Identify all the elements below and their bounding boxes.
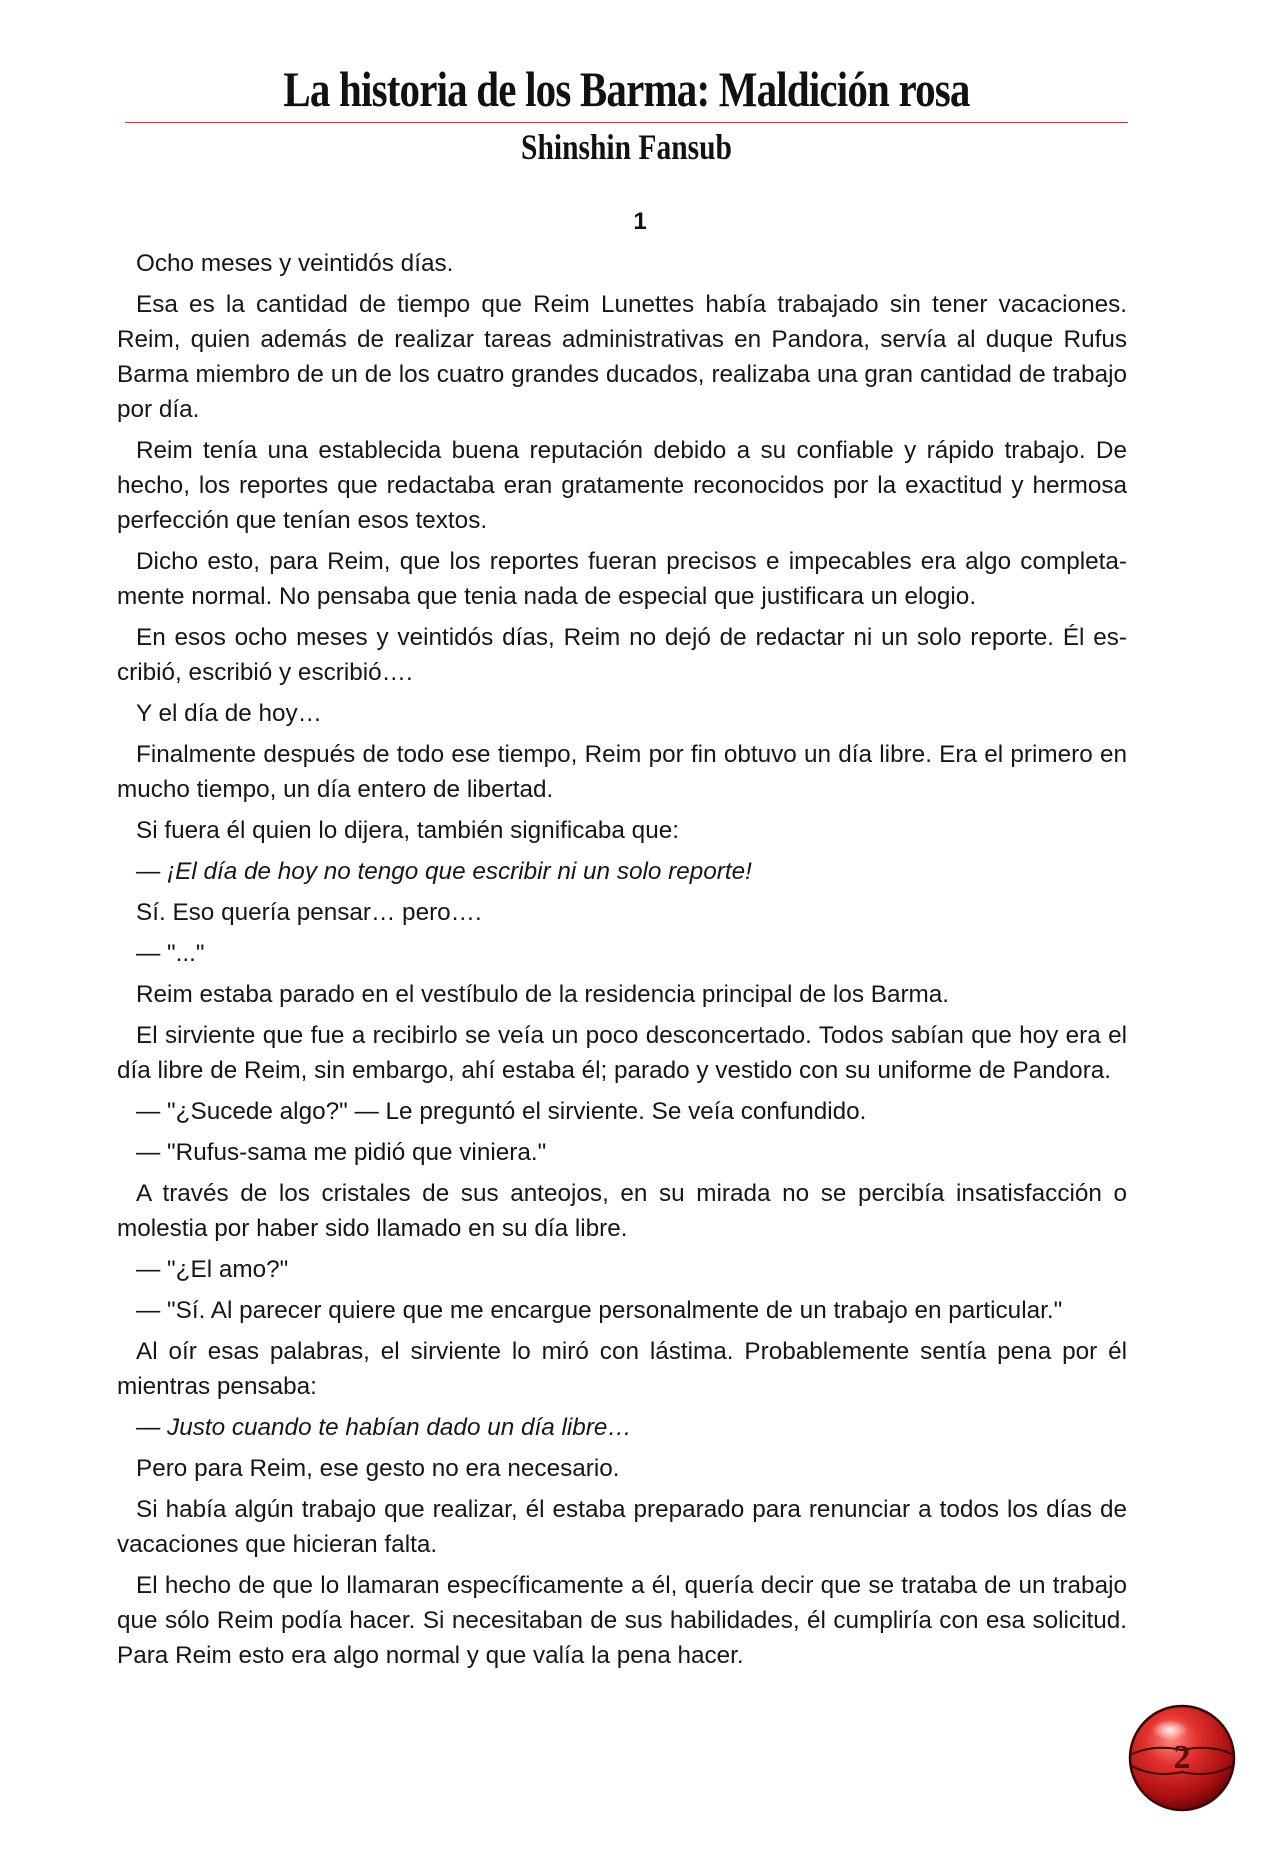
paragraph: — "..." bbox=[136, 940, 205, 967]
paragraph: El sirviente que fue a recibirlo se veía un poco desconcertado. Todos sabían que hoy era el día libre de Reim, sin embargo, ahí estaba él; parado y vestido con su uniforme de Pandora. bbox=[117, 1022, 1127, 1084]
paragraph: Finalmente después de todo ese tiempo, Reim por fin obtuvo un día libre. Era el primero en mucho tiempo, un día entero de libertad. bbox=[117, 741, 1127, 803]
page-header bbox=[125, 60, 1128, 169]
paragraph: Ocho meses y veintidós días. bbox=[136, 250, 454, 277]
page-number: 2 bbox=[1173, 1739, 1191, 1776]
paragraph: A través de los cristales de sus anteojos, en su mirada no se percibía insatisfacción o molestia por haber sido llamado en su día libre. bbox=[117, 1180, 1127, 1242]
paragraph: — "¿El amo?" bbox=[136, 1256, 289, 1283]
body-text bbox=[117, 246, 1127, 1679]
paragraph: En esos ocho meses y veintidós días, Reim no dejó de redactar ni un solo reporte. Él escribió, escribió y escribió…. bbox=[117, 624, 1127, 686]
paragraph: — "¿Sucede algo?" — Le preguntó el sirviente. Se veía confundido. bbox=[136, 1098, 867, 1125]
chapter-number: 1 bbox=[633, 208, 647, 235]
paragraph: — "Sí. Al parecer quiere que me encargue personalmente de un trabajo en particular." bbox=[136, 1297, 1063, 1324]
document-subtitle: Shinshin Fansub bbox=[521, 127, 732, 167]
paragraph: Pero para Reim, ese gesto no era necesario. bbox=[136, 1455, 620, 1482]
page-number-badge bbox=[1124, 1700, 1240, 1816]
paragraph: Sí. Eso quería pensar… pero…. bbox=[136, 899, 482, 926]
paragraph: Reim tenía una establecida buena reputación debido a su confiable y rápido trabajo. De hecho, los reportes que redactaba eran gratamente reconocidos por la exactitud y hermosa perfección que tenían esos textos. bbox=[117, 437, 1127, 534]
paragraph: Dicho esto, para Reim, que los reportes fueran precisos e impecables era algo completamente normal. No pensaba que tenia nada de especial que justificara un elogio. bbox=[117, 548, 1127, 610]
italic-paragraph: — Justo cuando te habían dado un día libre… bbox=[136, 1414, 632, 1441]
paragraph: Si había algún trabajo que realizar, él estaba preparado para renunciar a todos los días de vacaciones que hicieran falta. bbox=[117, 1496, 1127, 1558]
paragraph: Al oír esas palabras, el sirviente lo miró con lástima. Probablemente sentía pena por él mientras pensaba: bbox=[117, 1338, 1127, 1400]
paragraph: Reim estaba parado en el vestíbulo de la residencia principal de los Barma. bbox=[136, 981, 950, 1008]
document-title: La historia de los Barma: Maldición rosa bbox=[283, 61, 970, 117]
paragraph: Si fuera él quien lo dijera, también significaba que: bbox=[136, 817, 679, 844]
paragraph: — "Rufus-sama me pidió que viniera." bbox=[136, 1139, 547, 1166]
paragraph: Esa es la cantidad de tiempo que Reim Lunettes había trabajado sin tener vacaciones. Reim, quien además de realizar tareas administrativas en Pandora, servía al duque Rufus Barma miembro de un de los cuatro grandes ducados, realizaba una gran cantidad de trabajo por día. bbox=[117, 291, 1127, 423]
paragraph: El hecho de que lo llamaran específicamente a él, quería decir que se trataba de un trabajo que sólo Reim podía hacer. Si necesitaban de sus habilidades, él cumpliría con esa solicitud. Para Reim esto era algo normal y que valía la pena hacer. bbox=[117, 1572, 1127, 1669]
paragraph: Y el día de hoy… bbox=[136, 700, 322, 727]
title-divider bbox=[125, 122, 1128, 123]
italic-paragraph: — ¡El día de hoy no tengo que escribir ni un solo reporte! bbox=[136, 858, 752, 885]
